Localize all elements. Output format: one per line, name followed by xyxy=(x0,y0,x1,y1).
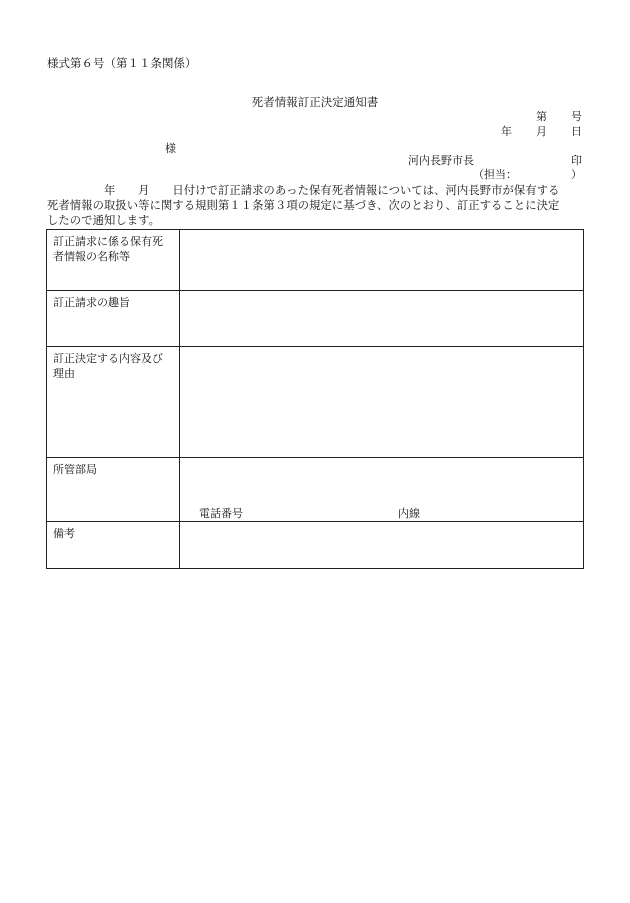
info-name-label: 訂正請求に係る保有死者情報の名称等 xyxy=(47,230,180,291)
number-prefix: 第 xyxy=(536,110,547,123)
table-row xyxy=(47,458,584,522)
notice-body xyxy=(47,183,585,228)
table-row xyxy=(47,522,584,569)
issuer-name: 河内長野市長 xyxy=(408,154,474,167)
notice-body-line: 年 月 日付けで訂正請求のあった保有死者情報については、河内長野市が保有する xyxy=(47,184,560,197)
department-label: 所管部局 xyxy=(47,458,180,522)
notice-body-line: 死者情報の取扱い等に関する規則第１１条第３項の規定に基づき、次のとおり、訂正することに決定 xyxy=(47,199,560,212)
number-suffix: 号 xyxy=(571,110,582,123)
decision-content-label: 訂正決定する内容及び理由 xyxy=(47,347,180,458)
table-row xyxy=(47,230,584,291)
date-month: 月 xyxy=(536,125,547,138)
contact-person-close: ） xyxy=(571,168,582,181)
phone-number-label: 電話番号 xyxy=(199,507,243,520)
document-title: 死者情報訂正決定通知書 xyxy=(251,95,379,109)
recipient-suffix: 様 xyxy=(165,142,176,155)
date-day: 日 xyxy=(571,125,582,138)
extension-label: 内線 xyxy=(398,507,420,520)
form-number: 様式第６号（第１１条関係） xyxy=(47,56,197,70)
date-year: 年 xyxy=(501,125,512,138)
table-row xyxy=(47,291,584,347)
request-purpose-field[interactable] xyxy=(180,291,584,347)
info-name-field[interactable] xyxy=(180,230,584,291)
seal-mark: 印 xyxy=(571,154,582,167)
request-purpose-label: 訂正請求の趣旨 xyxy=(47,291,180,347)
remarks-field[interactable] xyxy=(180,522,584,569)
remarks-label: 備考 xyxy=(47,522,180,569)
decision-details-table xyxy=(46,229,584,569)
notice-body-line: したので通知します。 xyxy=(47,214,161,227)
contact-person-open: （担当： xyxy=(473,168,517,181)
decision-content-field[interactable] xyxy=(180,347,584,458)
table-row xyxy=(47,347,584,458)
department-field[interactable] xyxy=(180,458,584,522)
